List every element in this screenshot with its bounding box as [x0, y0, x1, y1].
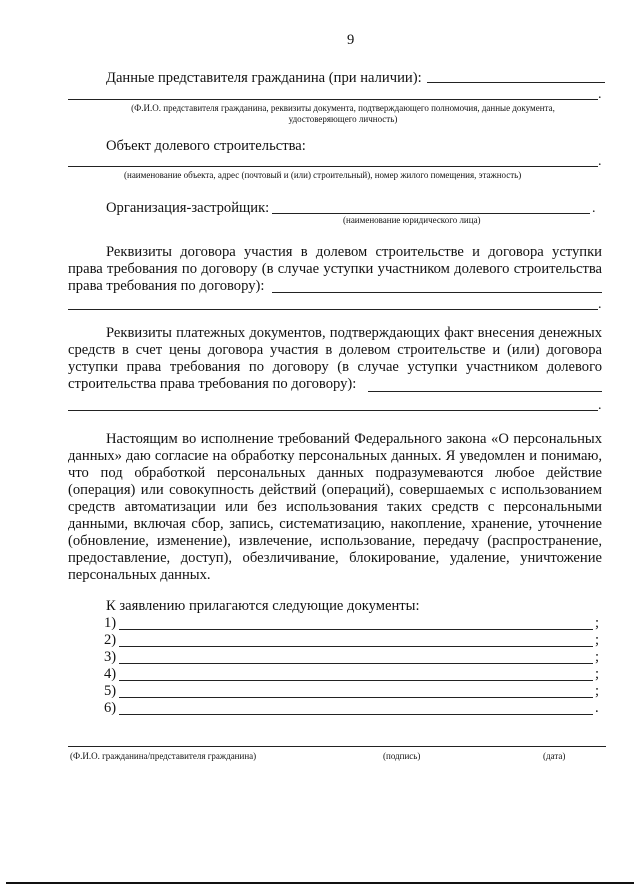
developer-line[interactable] — [272, 213, 590, 214]
payment-details-period: . — [598, 398, 602, 413]
attachment-2-end: ; — [595, 632, 600, 648]
consent-line-3: что под обработкой персональных данных подразумеваются любое действие — [68, 465, 602, 481]
construction-object-period: . — [598, 154, 602, 169]
construction-object-label: Объект долевого строительства: — [106, 138, 306, 154]
construction-object-caption: (наименование объекта, адрес (почтовый и (или) строительный), номер жилого помещения, этажность) — [124, 170, 522, 180]
attachments-label: К заявлению прилагаются следующие документы: — [106, 598, 420, 614]
page-number: 9 — [347, 32, 355, 48]
attachment-1-number: 1) — [104, 615, 117, 631]
consent-line-6: данными, включая сбор, запись, систематизацию, накопление, хранение, уточнение — [68, 516, 602, 532]
attachment-4-line[interactable] — [119, 680, 593, 681]
attachment-1-line[interactable] — [119, 629, 593, 630]
consent-line-8: предоставление, доступ), обезличивание, блокирование, удаление, уничтожение — [68, 550, 602, 566]
developer-period: . — [592, 201, 596, 216]
contract-details-inline-line[interactable] — [272, 292, 602, 293]
payment-details-line-3: уступки права требования по договору (в случае уступки участником долевого — [68, 359, 602, 375]
representative-inline-line[interactable] — [427, 82, 605, 83]
representative-full-line[interactable] — [68, 99, 598, 100]
attachment-3-end: ; — [595, 649, 600, 665]
payment-details-inline-line[interactable] — [368, 391, 602, 392]
developer-label: Организация-застройщик: — [106, 200, 270, 216]
consent-paragraph — [68, 431, 602, 584]
signature-line[interactable] — [68, 746, 606, 747]
attachment-2-line[interactable] — [119, 646, 593, 647]
consent-line-2: данных» даю согласие на обработку персональных данных. Я уведомлен и понимаю, — [68, 448, 602, 464]
consent-line-1: Настоящим во исполнение требований Федерального закона «О персональных — [106, 431, 602, 447]
payment-details-full-line[interactable] — [68, 410, 598, 411]
payment-details-line-4: строительства права требования по договору): — [68, 376, 357, 392]
attachment-2-number: 2) — [104, 632, 117, 648]
construction-object-line[interactable] — [68, 166, 598, 167]
signature-sign-caption: (подпись) — [383, 751, 421, 761]
contract-details-line-1: Реквизиты договора участия в долевом строительстве и договора уступки — [106, 244, 602, 260]
consent-line-9: персональных данных. — [68, 567, 211, 583]
developer-caption: (наименование юридического лица) — [343, 215, 481, 225]
representative-period: . — [598, 87, 602, 102]
attachment-3-number: 3) — [104, 649, 117, 665]
contract-details-line-2: права требования по договору (в случае уступки участником долевого строительства — [68, 261, 602, 277]
contract-details-period: . — [598, 297, 602, 312]
representative-caption-2: удостоверяющего личность) — [288, 114, 398, 124]
contract-details-line-3: права требования по договору): — [68, 278, 265, 294]
attachment-1-end: ; — [595, 615, 600, 631]
consent-line-7: (обновление, изменение), извлечение, использование, передачу (распространение, — [68, 533, 602, 549]
signature-name-caption: (Ф.И.О. гражданина/представителя гражданина) — [70, 751, 257, 761]
consent-line-4: (операция) или совокупность действий (операций), совершаемых с использованием — [68, 482, 602, 498]
contract-details-paragraph — [68, 244, 602, 295]
attachment-6-number: 6) — [104, 700, 117, 716]
contract-details-full-line[interactable] — [68, 309, 598, 310]
payment-details-paragraph — [68, 325, 602, 393]
attachment-3-line[interactable] — [119, 663, 593, 664]
attachment-6-line[interactable] — [119, 714, 593, 715]
attachment-5-end: ; — [595, 683, 600, 699]
attachment-5-number: 5) — [104, 683, 117, 699]
payment-details-line-1: Реквизиты платежных документов, подтверждающих факт внесения денежных — [106, 325, 602, 341]
attachment-5-line[interactable] — [119, 697, 593, 698]
representative-label: Данные представителя гражданина (при наличии): — [106, 70, 422, 86]
page-bottom-rule — [6, 882, 634, 884]
consent-line-5: средств автоматизации или без использования таких средств с персональными — [68, 499, 602, 515]
representative-caption-1: (Ф.И.О. представителя гражданина, реквизиты документа, подтверждающего полномочия, данные документа, — [131, 103, 555, 113]
attachment-6-end: . — [595, 700, 599, 716]
payment-details-line-2: средств в счет цены договора участия в долевом строительстве и (или) договора — [68, 342, 602, 358]
attachment-4-end: ; — [595, 666, 600, 682]
attachment-4-number: 4) — [104, 666, 117, 682]
signature-date-caption: (дата) — [543, 751, 566, 761]
